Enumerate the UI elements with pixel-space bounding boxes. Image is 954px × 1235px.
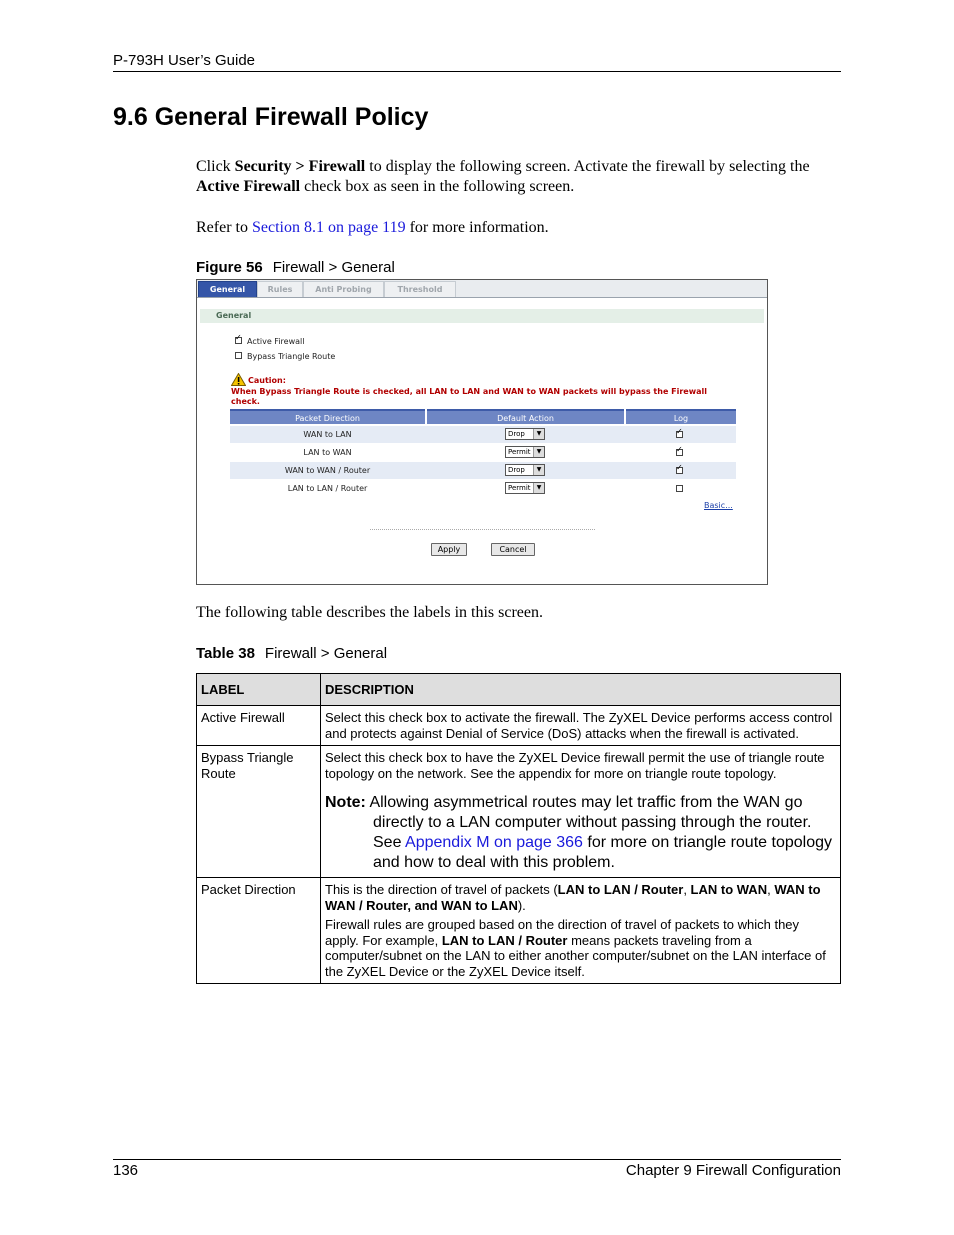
desc-text: ,	[683, 882, 691, 897]
desc-bold: WAN to LAN	[441, 897, 518, 913]
active-firewall-checkbox[interactable]	[235, 337, 242, 344]
appendix-link[interactable]: Appendix M on page 366	[405, 834, 583, 851]
action-value: Permit	[508, 448, 531, 456]
refer-text: Refer to	[196, 219, 252, 236]
grid-row	[230, 462, 736, 479]
figure-title: Firewall > General	[272, 259, 395, 276]
section-link[interactable]: Section 8.1 on page 119	[251, 219, 406, 236]
tab-anti-probing[interactable]: Anti Probing	[303, 281, 384, 297]
desc-text: means packets traveling from a computer/subnet on the LAN to either another computer/subnet on the LAN interface of the ZyXEL Device or the ZyXEL Device itself.	[325, 932, 826, 979]
action-value: Drop	[508, 466, 525, 474]
figure-caption	[196, 259, 395, 276]
desc-bold: LAN to LAN / Router	[441, 932, 568, 948]
desc-bold: LAN to LAN / Router	[557, 882, 684, 897]
firewall-general-screenshot	[196, 279, 768, 585]
divider	[370, 529, 595, 530]
desc-text: Firewall rules are grouped based on the direction of travel of packets to which they apply. For example,	[325, 917, 800, 948]
footer-rule	[113, 1159, 841, 1160]
action-value: Permit	[508, 484, 531, 492]
dropdown-arrow-icon: ▼	[533, 429, 544, 439]
col-packet-direction: Packet Direction	[230, 409, 425, 424]
intro-text: to display the following screen. Activate the firewall by selecting the	[365, 158, 810, 175]
warning-icon	[231, 373, 246, 386]
action-select[interactable]	[505, 428, 545, 440]
active-firewall-label: Active Firewall	[247, 337, 305, 346]
page-number: 136	[113, 1162, 139, 1179]
caution-text: When Bypass Triangle Route is checked, all LAN to LAN and WAN to WAN packets will bypass the Firewall check.	[231, 387, 707, 406]
cancel-button[interactable]: Cancel	[491, 543, 535, 556]
row-label: Active Firewall	[197, 706, 321, 746]
grid-row	[230, 444, 736, 461]
intro-active-firewall: Active Firewall	[196, 178, 301, 195]
dropdown-arrow-icon: ▼	[533, 483, 544, 493]
table-title: Firewall > General	[264, 645, 388, 662]
col-log: Log	[626, 409, 736, 424]
apply-button[interactable]: Apply	[431, 543, 467, 556]
bypass-triangle-route-checkbox[interactable]	[235, 352, 242, 359]
desc-text: ).	[517, 897, 526, 913]
packet-direction-desc-2	[325, 917, 836, 979]
section-heading: 9.6 General Firewall Policy	[113, 103, 429, 131]
desc-bold: , and	[407, 897, 442, 913]
desc-bold: LAN to WAN	[690, 882, 768, 897]
note-text: Allowing asymmetrical routes may let traffic from the WAN go directly to a LAN computer without passing through the router. See	[365, 794, 812, 851]
caution-title: Caution:	[248, 376, 286, 385]
table-row	[197, 746, 841, 878]
header-label: LABEL	[197, 674, 321, 706]
desc-text: ,	[767, 882, 775, 897]
table-label: Table 38	[196, 645, 255, 662]
intro-text: Click	[196, 158, 235, 175]
grid-row	[230, 426, 736, 443]
general-section-bar: General	[200, 309, 764, 323]
chapter-title: Chapter 9 Firewall Configuration	[625, 1162, 841, 1179]
row-description-text: Select this check box to have the ZyXEL Device firewall permit the use of triangle route topology on the network. See the appendix for more on triangle route topology.	[325, 750, 825, 781]
note	[325, 793, 836, 873]
table-row	[197, 878, 841, 984]
table-caption	[196, 645, 387, 662]
packet-direction: WAN to LAN	[303, 430, 352, 439]
desc-bold: WAN to WAN / Router	[325, 882, 821, 913]
row-label: Packet Direction	[197, 878, 321, 984]
intro-paragraph	[196, 157, 841, 197]
figure-label: Figure 56	[196, 259, 263, 276]
note-text: for more on triangle route topology and how to deal with this problem.	[373, 834, 832, 871]
row-description	[321, 878, 841, 984]
intro-text: check box as seen in the following screen.	[300, 178, 575, 195]
packet-direction: LAN to LAN / Router	[287, 484, 368, 493]
tab-threshold[interactable]: Threshold	[384, 281, 456, 297]
packet-direction-desc-1	[325, 882, 836, 913]
log-checkbox[interactable]	[676, 449, 683, 456]
row-description: Select this check box to activate the firewall. The ZyXEL Device performs access control and protects against Denial of Service (DoS) attacks when the firewall is activated.	[321, 706, 841, 746]
basic-link[interactable]: Basic...	[704, 501, 733, 510]
table-header-row	[197, 674, 841, 706]
col-default-action: Default Action	[427, 409, 624, 424]
log-checkbox[interactable]	[676, 467, 683, 474]
note-label: Note:	[325, 794, 366, 811]
header-description: DESCRIPTION	[321, 674, 841, 706]
tab-general[interactable]: General	[198, 281, 257, 297]
dropdown-arrow-icon: ▼	[533, 447, 544, 457]
row-label: Bypass Triangle Route	[197, 746, 321, 878]
tab-bar	[197, 280, 767, 298]
dropdown-arrow-icon: ▼	[533, 465, 544, 475]
log-checkbox[interactable]	[676, 485, 683, 492]
grid-row	[230, 480, 736, 497]
description-table	[196, 673, 841, 984]
action-select[interactable]	[505, 464, 545, 476]
log-checkbox[interactable]	[676, 431, 683, 438]
tab-rules[interactable]: Rules	[257, 281, 303, 297]
desc-text: This is the direction of travel of packets (	[325, 882, 558, 897]
packet-direction: LAN to WAN	[303, 448, 352, 457]
page-header-title: P-793H User’s Guide	[113, 52, 256, 69]
refer-paragraph	[196, 218, 841, 238]
after-figure-text: The following table describes the labels in this screen.	[196, 604, 544, 621]
packet-direction: WAN to WAN / Router	[284, 466, 371, 475]
action-value: Drop	[508, 430, 525, 438]
intro-menu-path: Security > Firewall	[234, 158, 366, 175]
refer-text: for more information.	[405, 219, 549, 236]
bypass-triangle-route-label: Bypass Triangle Route	[247, 352, 336, 361]
table-row	[197, 706, 841, 746]
row-description	[321, 746, 841, 878]
action-select[interactable]	[505, 446, 545, 458]
header-rule	[113, 71, 841, 72]
action-select[interactable]	[505, 482, 545, 494]
